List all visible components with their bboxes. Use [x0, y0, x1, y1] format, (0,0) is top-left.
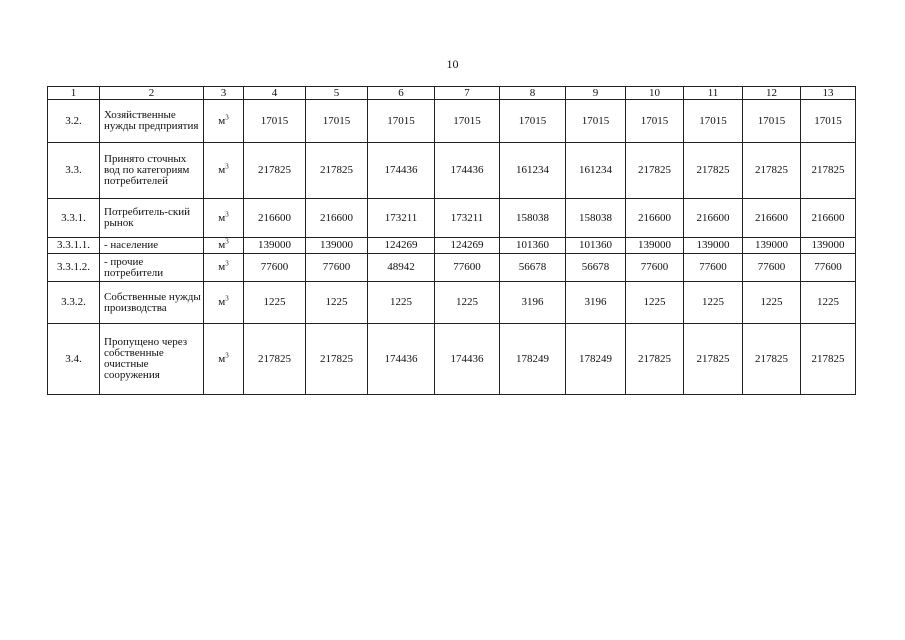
value-cell: 216600: [684, 199, 743, 238]
column-header: 8: [500, 87, 566, 100]
table-header-row: [48, 87, 856, 100]
value-cell: 77600: [743, 254, 801, 282]
column-header: 13: [801, 87, 856, 100]
value-cell: 77600: [801, 254, 856, 282]
row-name-cell: Пропущено через собственные очистные сооружения: [100, 324, 204, 395]
value-cell: 1225: [435, 282, 500, 324]
table-row: [48, 199, 856, 238]
row-unit-cell: [204, 238, 244, 254]
table-row: [48, 254, 856, 282]
value-cell: 173211: [368, 199, 435, 238]
value-cell: 139000: [626, 238, 684, 254]
value-cell: 139000: [801, 238, 856, 254]
unit-superscript: 3: [225, 294, 229, 303]
value-cell: 1225: [801, 282, 856, 324]
unit-text: м: [218, 352, 226, 365]
value-cell: 48942: [368, 254, 435, 282]
value-cell: 17015: [801, 100, 856, 143]
value-cell: 17015: [368, 100, 435, 143]
column-header: 5: [306, 87, 368, 100]
value-cell: 217825: [244, 324, 306, 395]
row-unit-cell: [204, 199, 244, 238]
value-cell: 139000: [743, 238, 801, 254]
value-cell: 17015: [626, 100, 684, 143]
value-cell: 216600: [801, 199, 856, 238]
value-cell: 173211: [435, 199, 500, 238]
unit-superscript: 3: [225, 112, 229, 121]
value-cell: 217825: [306, 143, 368, 199]
row-name-cell: - население: [100, 238, 204, 254]
row-code-cell: 3.3.1.: [48, 199, 100, 238]
unit-text: м: [218, 239, 226, 251]
page-number: 10: [446, 57, 459, 71]
unit-text: м: [218, 261, 226, 273]
value-cell: 1225: [306, 282, 368, 324]
data-table: [47, 86, 856, 395]
value-cell: 174436: [435, 324, 500, 395]
value-cell: 216600: [626, 199, 684, 238]
value-cell: 1225: [244, 282, 306, 324]
value-cell: 216600: [244, 199, 306, 238]
value-cell: 174436: [435, 143, 500, 199]
value-cell: 77600: [435, 254, 500, 282]
value-cell: 139000: [306, 238, 368, 254]
value-cell: 77600: [626, 254, 684, 282]
value-cell: 216600: [743, 199, 801, 238]
row-name-cell: Собственные нужды производства: [100, 282, 204, 324]
row-code-cell: 3.2.: [48, 100, 100, 143]
row-name-cell: Потребитель-ский рынок: [100, 199, 204, 238]
table-row: [48, 324, 856, 395]
value-cell: 174436: [368, 143, 435, 199]
value-cell: 217825: [244, 143, 306, 199]
value-cell: 17015: [244, 100, 306, 143]
unit-superscript: 3: [225, 350, 229, 359]
column-header: 4: [244, 87, 306, 100]
value-cell: 3196: [500, 282, 566, 324]
value-cell: 217825: [306, 324, 368, 395]
unit-text: м: [218, 114, 226, 127]
value-cell: 178249: [500, 324, 566, 395]
column-header: 9: [566, 87, 626, 100]
value-cell: 77600: [684, 254, 743, 282]
row-unit-cell: [204, 254, 244, 282]
table-row: [48, 282, 856, 324]
value-cell: 17015: [306, 100, 368, 143]
column-header: 1: [48, 87, 100, 100]
value-cell: 161234: [500, 143, 566, 199]
value-cell: 1225: [626, 282, 684, 324]
row-name-cell: Принято сточных вод по категориям потребителей: [100, 143, 204, 199]
value-cell: 101360: [500, 238, 566, 254]
row-unit-cell: [204, 100, 244, 143]
value-cell: 178249: [566, 324, 626, 395]
value-cell: 17015: [435, 100, 500, 143]
value-cell: 56678: [500, 254, 566, 282]
value-cell: 17015: [743, 100, 801, 143]
column-header: 3: [204, 87, 244, 100]
table-row: [48, 143, 856, 199]
unit-superscript: 3: [225, 209, 229, 218]
value-cell: 77600: [306, 254, 368, 282]
column-header: 2: [100, 87, 204, 100]
column-header: 7: [435, 87, 500, 100]
value-cell: 77600: [244, 254, 306, 282]
value-cell: 17015: [566, 100, 626, 143]
value-cell: 139000: [244, 238, 306, 254]
value-cell: 1225: [743, 282, 801, 324]
row-code-cell: 3.4.: [48, 324, 100, 395]
value-cell: 1225: [684, 282, 743, 324]
value-cell: 217825: [626, 324, 684, 395]
value-cell: 217825: [684, 143, 743, 199]
table-row: [48, 100, 856, 143]
value-cell: 174436: [368, 324, 435, 395]
unit-text: м: [218, 211, 226, 224]
column-header: 12: [743, 87, 801, 100]
value-cell: 124269: [435, 238, 500, 254]
column-header: 11: [684, 87, 743, 100]
value-cell: 17015: [500, 100, 566, 143]
column-header: 6: [368, 87, 435, 100]
value-cell: 217825: [801, 143, 856, 199]
row-name-cell: - прочие потребители: [100, 254, 204, 282]
value-cell: 158038: [500, 199, 566, 238]
unit-text: м: [218, 296, 226, 308]
value-cell: 161234: [566, 143, 626, 199]
value-cell: 1225: [368, 282, 435, 324]
row-unit-cell: [204, 143, 244, 199]
value-cell: 217825: [743, 143, 801, 199]
row-unit-cell: [204, 324, 244, 395]
row-code-cell: 3.3.: [48, 143, 100, 199]
value-cell: 3196: [566, 282, 626, 324]
value-cell: 158038: [566, 199, 626, 238]
row-code-cell: 3.3.1.1.: [48, 238, 100, 254]
value-cell: 17015: [684, 100, 743, 143]
value-cell: 101360: [566, 238, 626, 254]
value-cell: 139000: [684, 238, 743, 254]
row-unit-cell: [204, 282, 244, 324]
value-cell: 56678: [566, 254, 626, 282]
unit-superscript: 3: [225, 259, 229, 268]
table-row: [48, 238, 856, 254]
unit-superscript: 3: [225, 237, 229, 246]
value-cell: 124269: [368, 238, 435, 254]
value-cell: 217825: [684, 324, 743, 395]
value-cell: 217825: [801, 324, 856, 395]
row-name-cell: Хозяйственные нужды предприятия: [100, 100, 204, 143]
row-code-cell: 3.3.2.: [48, 282, 100, 324]
value-cell: 216600: [306, 199, 368, 238]
table-body: [48, 100, 856, 395]
value-cell: 217825: [743, 324, 801, 395]
row-code-cell: 3.3.1.2.: [48, 254, 100, 282]
unit-text: м: [218, 164, 226, 176]
column-header: 10: [626, 87, 684, 100]
value-cell: 217825: [626, 143, 684, 199]
unit-superscript: 3: [225, 162, 229, 171]
